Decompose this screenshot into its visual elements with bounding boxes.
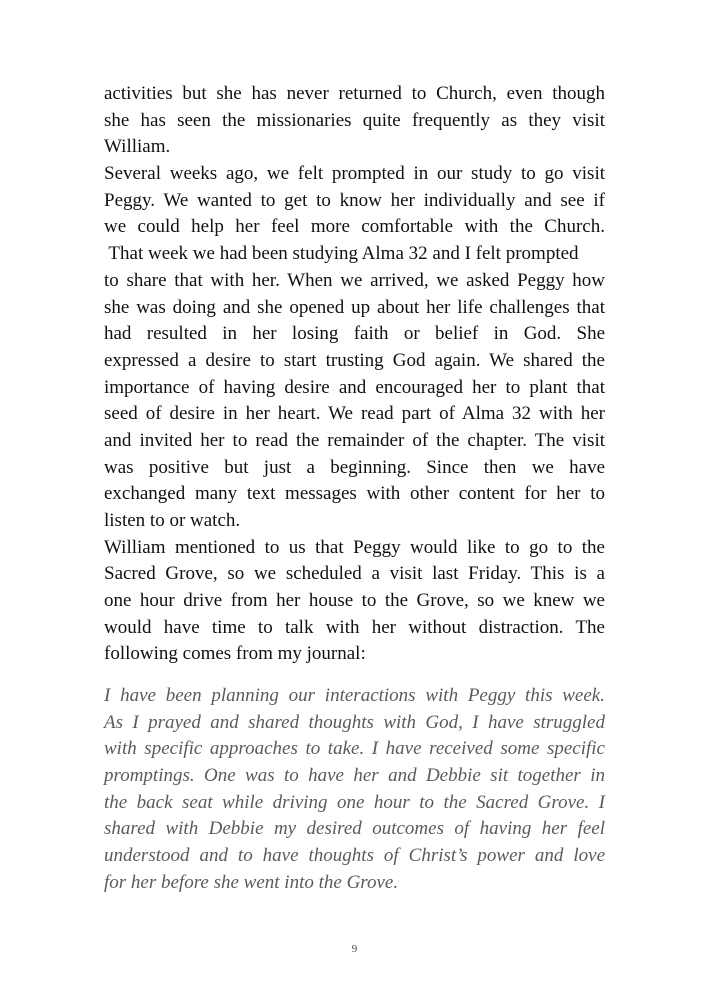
journal-line: As I prayed and shared thoughts with God, I have struggled — [104, 711, 605, 733]
body-line: seed of desire in her heart. We read part of Alma 32 with her — [104, 403, 605, 425]
body-line: she has seen the missionaries quite frequently as they visit — [104, 109, 605, 131]
journal-line: the back seat while driving one hour to the Sacred Grove. I — [104, 791, 605, 813]
body-line: importance of having desire and encouraged her to plant that — [104, 376, 605, 398]
body-line: had resulted in her losing faith or belief in God. She — [104, 323, 605, 345]
body-line: she was doing and she opened up about her life challenges that — [104, 296, 605, 318]
body-line: would have time to talk with her without distraction. The — [104, 616, 605, 638]
body-line: following comes from my journal: — [104, 643, 366, 665]
body-line: exchanged many text messages with other content for her to — [104, 483, 605, 505]
journal-line: with specific approaches to take. I have received some specific — [104, 738, 605, 760]
body-line: and invited her to read the remainder of the chapter. The visit — [104, 429, 605, 451]
journal-line: I have been planning our interactions with Peggy this week. — [104, 685, 605, 706]
body-line: Sacred Grove, so we scheduled a visit last Friday. This is a — [104, 563, 605, 585]
body-line: one hour drive from her house to the Grove, so we knew we — [104, 590, 605, 612]
journal-line: for her before she went into the Grove. — [104, 871, 399, 893]
body-line: activities but she has never returned to Church, even though — [104, 83, 605, 104]
body-line: listen to or watch. — [104, 510, 241, 531]
body-line: to share that with her. When we arrived, we asked Peggy how — [104, 269, 605, 291]
body-line: That week we had been studying Alma 32 and I felt prompted — [104, 243, 579, 265]
body-text — [104, 81, 605, 668]
body-line: Several weeks ago, we felt prompted in our study to go visit — [104, 163, 605, 185]
body-line: Peggy. We wanted to get to know her individually and see if — [104, 189, 605, 211]
page-number: 9 — [351, 943, 358, 955]
journal-line: understood and to have thoughts of Christ’s power and love — [104, 845, 605, 867]
journal-line: shared with Debbie my desired outcomes of having her feel — [104, 818, 605, 840]
body-line: we could help her feel more comfortable with the Church. — [104, 216, 605, 238]
journal-quote — [104, 683, 605, 897]
body-line: was positive but just a beginning. Since then we have — [104, 456, 605, 478]
body-line: William mentioned to us that Peggy would like to go to the — [104, 536, 605, 558]
body-line: William. — [104, 136, 171, 158]
body-line: expressed a desire to start trusting God again. We shared the — [104, 349, 605, 371]
journal-line: promptings. One was to have her and Debbie sit together in — [104, 765, 605, 787]
